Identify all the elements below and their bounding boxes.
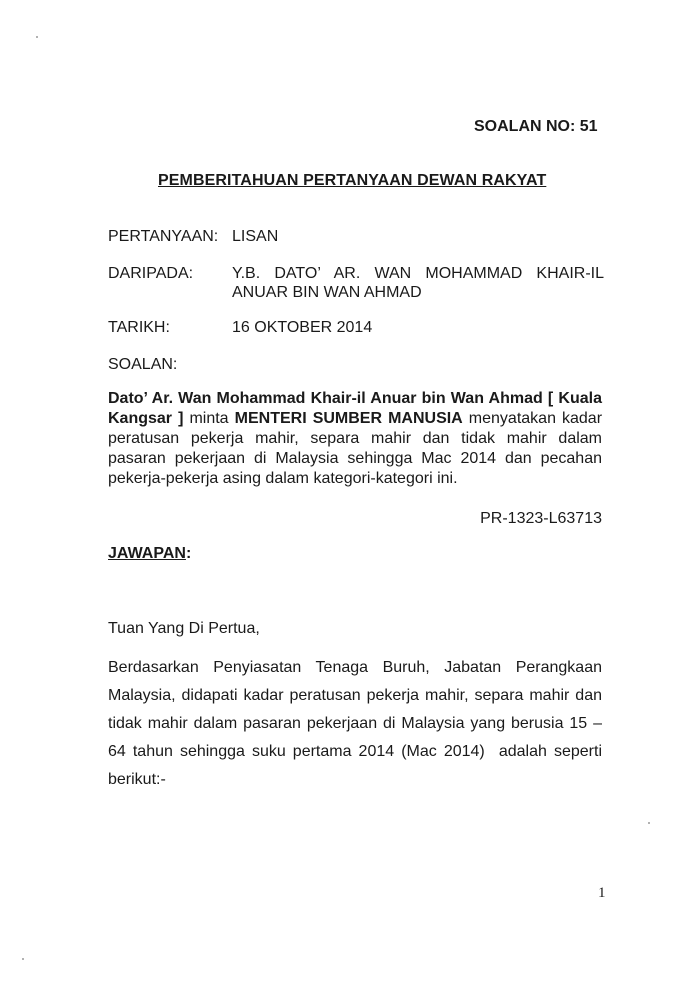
question-line-3: peratusan pekerja mahir, separa mahir dan tidak mahir dalam	[108, 430, 602, 447]
question-line-2-rest: menyatakan kadar	[462, 410, 603, 427]
answer-heading-label: JAWAPAN	[108, 545, 186, 562]
answer-line-3: tidak mahir dalam pasaran pekerjaan di Malaysia yang berusia 15 –	[108, 715, 602, 732]
answer-line-5: berikut:-	[108, 771, 166, 788]
reference-number: PR-1323-L63713	[480, 510, 602, 527]
question-line-4: pasaran pekerjaan di Malaysia sehingga Mac 2014 dan pecahan	[108, 450, 602, 467]
page-number: 1	[598, 885, 606, 901]
question-line-1: Dato’ Ar. Wan Mohammad Khair-il Anuar bin Wan Ahmad [ Kuala	[108, 390, 602, 407]
question-paragraph	[108, 389, 602, 489]
question-line-5: pekerja-pekerja asing dalam kategori-kategori ini.	[108, 470, 458, 487]
answer-heading-colon: :	[185, 545, 192, 562]
answer-heading	[108, 545, 191, 563]
constituency: Kangsar ]	[108, 410, 184, 427]
answer-greeting: Tuan Yang Di Pertua,	[108, 620, 260, 637]
question-line-2	[108, 409, 602, 429]
tarikh-value: 16 OKTOBER 2014	[232, 319, 373, 336]
daripada-value-line2: ANUAR BIN WAN AHMAD	[232, 284, 422, 301]
answer-line-4: 64 tahun sehingga suku pertama 2014 (Mac 2014) adalah seperti	[108, 743, 602, 760]
pertanyaan-label: PERTANYAAN:	[108, 228, 219, 245]
scan-speck	[36, 36, 38, 38]
minister-name: MENTERI SUMBER MANUSIA	[234, 410, 463, 427]
scan-speck	[648, 822, 650, 824]
soalan-label: SOALAN:	[108, 356, 178, 373]
soalan-number: SOALAN NO: 51	[474, 118, 598, 135]
answer-line-2: Malaysia, didapati kadar peratusan pekerja mahir, separa mahir dan	[108, 687, 602, 704]
answer-line-1: Berdasarkan Penyiasatan Tenaga Buruh, Jabatan Perangkaan	[108, 659, 602, 676]
pertanyaan-value: LISAN	[232, 228, 279, 245]
daripada-value-line1: Y.B. DATO’ AR. WAN MOHAMMAD KHAIR-IL	[232, 265, 604, 282]
tarikh-label: TARIKH:	[108, 319, 170, 336]
answer-paragraph	[108, 654, 602, 794]
minta-text: minta	[183, 410, 235, 427]
daripada-label: DARIPADA:	[108, 265, 194, 282]
scan-speck	[22, 958, 24, 960]
document-title: PEMBERITAHUAN PERTANYAAN DEWAN RAKYAT	[158, 172, 547, 189]
